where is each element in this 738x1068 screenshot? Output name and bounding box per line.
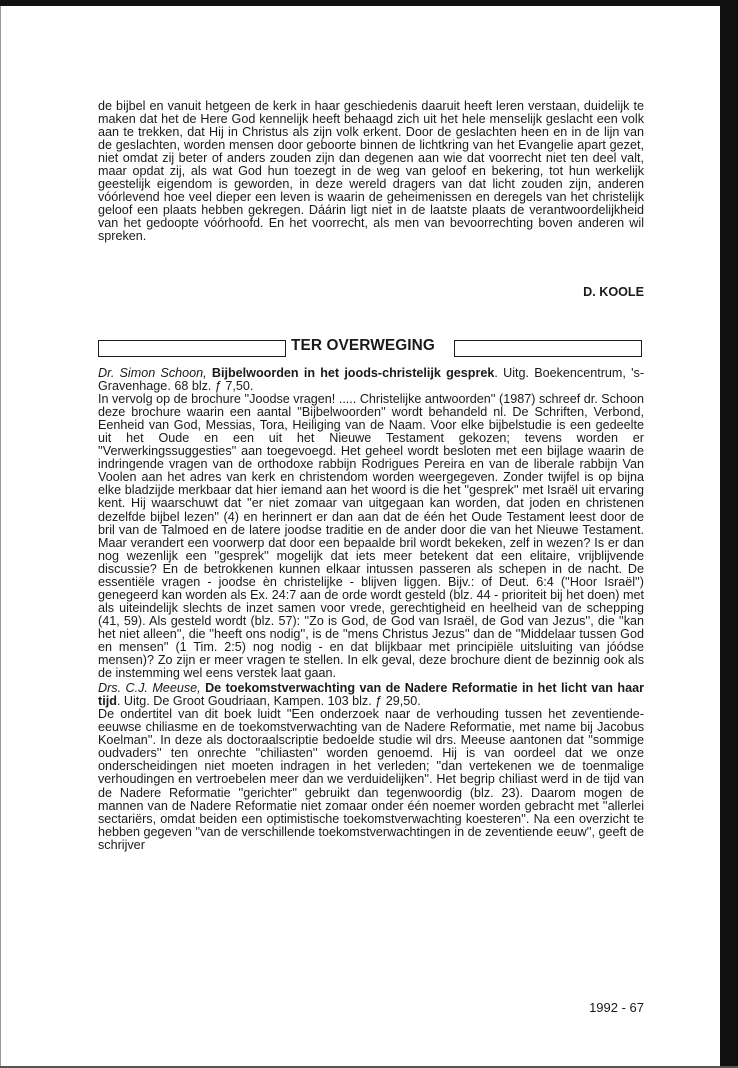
heading-box-right	[454, 340, 642, 357]
review-author: Drs. C.J. Meeuse,	[98, 681, 201, 696]
scan-edge-left	[0, 6, 1, 1068]
review-header	[98, 367, 644, 393]
author-signature: D. KOOLE	[583, 285, 644, 299]
page-number: 1992 - 67	[589, 1000, 644, 1015]
review-title: De toekomstverwachting van de Nadere Reformatie in het licht van haar tijd	[98, 681, 645, 709]
heading-box-left	[98, 340, 286, 357]
review-author: Dr. Simon Schoon,	[98, 366, 207, 380]
intro-section	[98, 100, 644, 244]
review-publisher: . Uitg. Boekencentrum, 's-Gravenhage. 68 blz. ƒ 7,50.	[98, 366, 645, 394]
section-heading-text: TER OVERWEGING	[291, 337, 435, 354]
review-publisher: . Uitg. De Groot Goudriaan, Kampen. 103 blz. ƒ 29,50.	[116, 694, 421, 709]
review-body: De ondertitel van dit boek luidt ''Een onderzoek naar de verhouding tussen het zeventiende-eeuwse chiliasme en de toekomstverwachting van de Nadere Reformatie, met name bij Jacobus Koelman''. In deze als doctoraalscriptie bedoelde studie wil drs. Meeuse aantonen dat ''sommige oudvaders'' ten onrechte ''chiliasten'' worden genoemd. Hij is van oordeel dat we onze onderscheidingen niet moeten indragen in het verleden; ''dan vertekenen we de toenmalige verhoudingen en vertroebelen meer dan we verduidelijken''. Het begrip chiliast werd in de tijd van de Nadere Reformatie ''gerichter'' gebruikt dan tegenwoordig (blz. 23). Daarom mogen de mannen van de Nadere Reformatie niet zomaar onder één noemer worden gebracht met ''allerlei sectariërs, omdat beiden een optimistische toekomstverwachting koesteren''. Na een overzicht te hebben gegeven ''van de verschillende toekomstverwachtingen in de zeventiende eeuw'', geeft de schrijver	[98, 707, 644, 852]
section-heading	[98, 336, 646, 360]
review-header	[98, 682, 644, 708]
scan-edge-right	[720, 0, 738, 1068]
reviews-section	[98, 367, 644, 852]
scan-edge-top	[0, 0, 738, 6]
review-title: Bijbelwoorden in het joods-christelijk gesprek	[211, 366, 495, 380]
intro-paragraph: de bijbel en vanuit hetgeen de kerk in haar geschiedenis daaruit heeft leren verstaan, duidelijk te maken dat het de Here God kennelijk heeft behaagd zich uit het hele menselijk geslacht een volk aan te trekken, dat Hij in Christus als zijn volk erkent. Door de geslachten heen en in de lijn van de geslachten, worden mensen door geboorte binnen de lichtkring van het Evangelie apart gezet, niet omdat zij beter of anders zouden zijn dan degenen aan wie dat voorrecht niet ten deel valt, maar opdat zij, als wat God hun toezegt in de weg van geloof en bekering, tot hun werkelijk geestelijk eigendom is geworden, in deze wereld dragers van dat licht zouden zijn, anderen vóórlevend hoe veel dieper een leven is waarin de geheimenissen en deregels van het christelijk geloof een plaats hebben gekregen. Dáárin ligt niet in de laatste plaats de verantwoordelijkheid van het gedoopte vóórhoofd. En het voorrecht, als men van bevoorrechting boven anderen wil spreken.	[98, 99, 644, 244]
review-body: In vervolg op de brochure ''Joodse vragen! ..... Christelijke antwoorden'' (1987) schreef dr. Schoon deze brochure waarin een aantal ''Bijbelwoorden'' wordt behandeld nl. De Schriften, Verbond, Eenheid van God, Messias, Tora, Heiliging van de Naam. Voor elke bijbelstudie is een gedeelte uit het Oude en een uit het Nieuwe Testament gekozen; tevens worden er ''Verwerkingssuggesties'' aan toegevoegd. Het geheel wordt besloten met een bijlage waarin de indringende vragen van de orthodoxe rabbijn Rodrigues Pereira en van de liberale rabbijn Van Voolen aan het adres van kerk en christendom worden weergegeven. Zonder twijfel is op bijna elke bladzijde merkbaar dat hier iemand aan het woord is die het ''gesprek'' met Israël uit ervaring kent. Hij waarschuwt dat ''er niet zomaar van uitgegaan kan worden, dat joden en christenen dezelfde bijbel lezen'' (4) en herinnert er dan aan dat de één het Oude Testament leest door de bril van de Talmoed en de latere joodse traditie en de ander door die van het Nieuwe Testament. Maar verandert een voorwerp dat door een bepaalde bril wordt bekeken, zelf in wezen? Is er dan nog wezenlijk een ''gesprek'' mogelijk dat iets meer betekent dat een elitaire, vrijblijvende discussie? En de betrokkenen kunnen elkaar intussen passeren als schepen in de nacht. De essentiële vragen - joodse èn christelijke - blijven liggen. Bijv.: of Deut. 6:4 (''Hoor Israël'') genegeerd kan worden als Ex. 24:7 aan de orde wordt gesteld (blz. 44 - prioriteit bij het doen) met als uiteindelijk slechts de inzet samen voor vrede, gerechtigheid en heelheid van de schepping (41, 59). Als gesteld wordt (blz. 57): ''Zo is God, de God van Israël, de God van Jezus'', die ''kan het niet alleen'', die ''heeft ons nodig'', is de ''mens Christus Jezus'' dan de ''Middelaar tussen God en mensen'' (1 Tim. 2:5) nog nodig - en dat blijkbaar met principiële uitsluiting van jóódse mensen)? Zo zijn er meer vragen te stellen. In elk geval, deze brochure dient de bezinnig ook als de instemming wel eens verstek laat gaan.	[98, 392, 644, 681]
